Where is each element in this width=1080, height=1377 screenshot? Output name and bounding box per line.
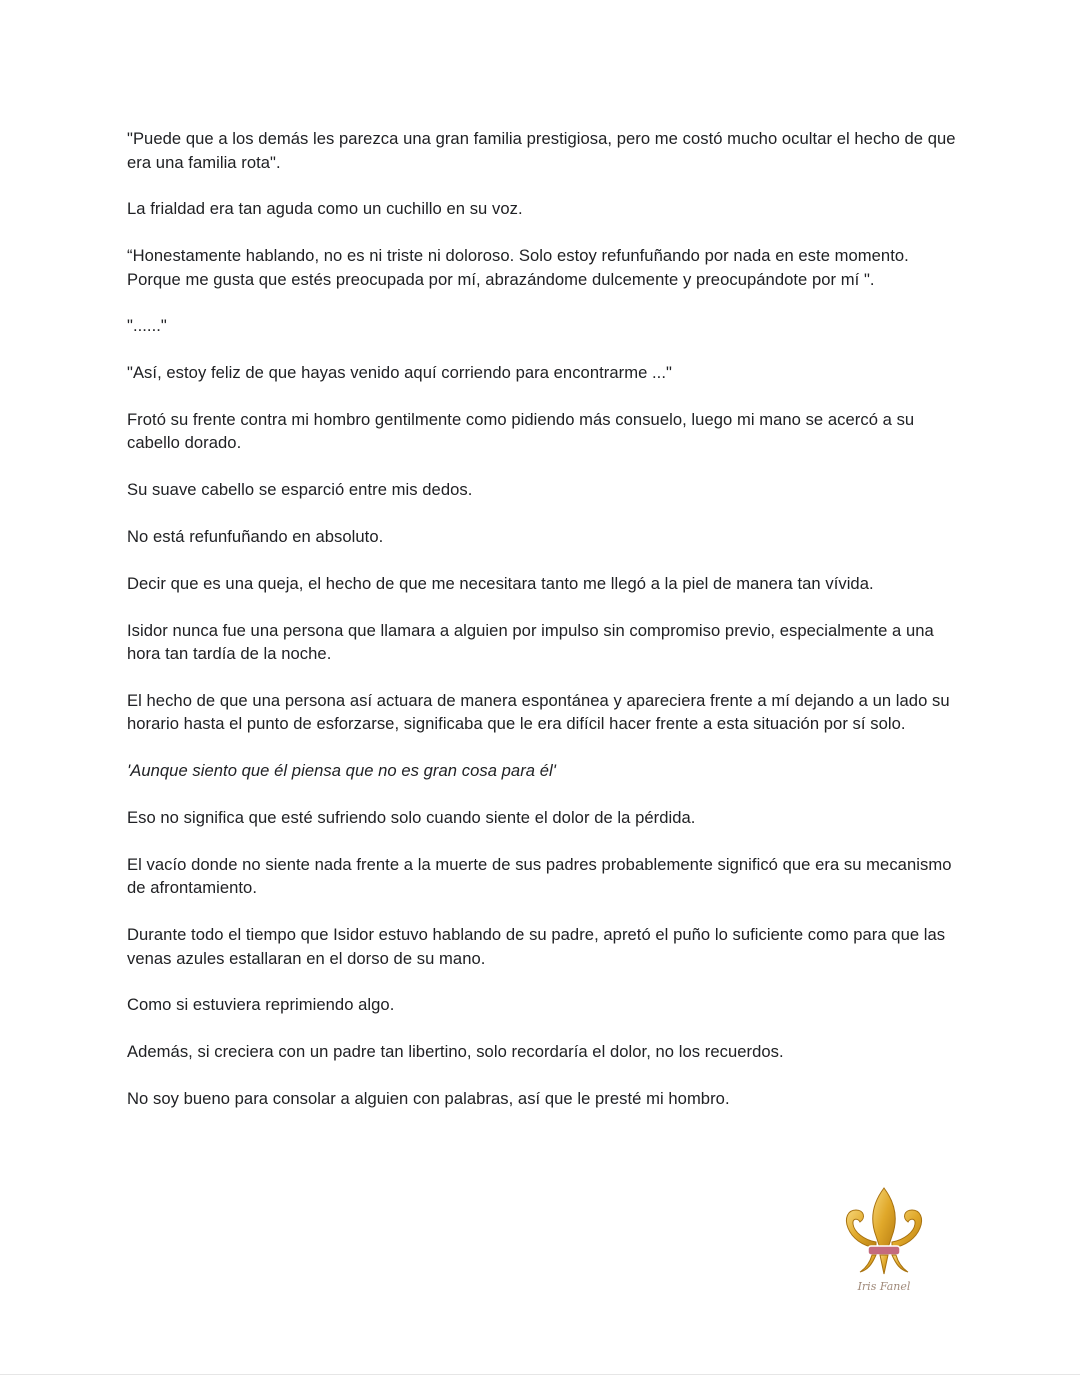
page-divider: [0, 1374, 1080, 1375]
paragraph: No está refunfuñando en absoluto.: [127, 527, 384, 547]
fleur-de-lis-icon: [832, 1184, 936, 1280]
paragraph: "Puede que a los demás les parezca una gran familia prestigiosa, pero me costó mucho ocultar el hecho de que era una familia rota".: [127, 129, 956, 172]
paragraph: Durante todo el tiempo que Isidor estuvo hablando de su padre, apretó el puño lo suficiente como para que las venas azules estallaran en el dorso de su mano.: [127, 925, 946, 968]
paragraph: No soy bueno para consolar a alguien con palabras, así que le presté mi hombro.: [127, 1089, 730, 1109]
paragraph: Su suave cabello se esparció entre mis dedos.: [127, 480, 473, 500]
document-body: [127, 127, 957, 1134]
paragraph: Como si estuviera reprimiendo algo.: [127, 995, 395, 1015]
paragraph: “Honestamente hablando, no es ni triste ni doloroso. Solo estoy refunfuñando por nada en este momento. Porque me gusta que estés preocupada por mí, abrazándome dulcemente y preocupándote por mí ".: [127, 246, 909, 289]
paragraph: "Así, estoy feliz de que hayas venido aquí corriendo para encontrarme ...": [127, 363, 672, 383]
paragraph: La frialdad era tan aguda como un cuchillo en su voz.: [127, 199, 523, 219]
paragraph: El hecho de que una persona así actuara de manera espontánea y apareciera frente a mí dejando a un lado su horario hasta el punto de esforzarse, significaba que le era difícil hacer frente a esta situación por sí solo.: [127, 690, 950, 734]
paragraph: "......": [127, 316, 167, 336]
watermark-logo: [832, 1184, 936, 1302]
paragraph: Además, si creciera con un padre tan libertino, solo recordaría el dolor, no los recuerdos.: [127, 1042, 784, 1062]
watermark-signature: Iris Fanel: [857, 1280, 911, 1293]
paragraph: Isidor nunca fue una persona que llamara a alguien por impulso sin compromiso previo, especialmente a una hora tan tardía de la noche.: [127, 620, 934, 664]
paragraph: Frotó su frente contra mi hombro gentilmente como pidiendo más consuelo, luego mi mano se acercó a su cabello dorado.: [127, 409, 915, 453]
paragraph: Decir que es una queja, el hecho de que me necesitara tanto me llegó a la piel de manera tan vívida.: [127, 573, 874, 593]
paragraph-italic-thought: 'Aunque siento que él piensa que no es gran cosa para él': [127, 761, 556, 781]
paragraph: Eso no significa que esté sufriendo solo cuando siente el dolor de la pérdida.: [127, 808, 696, 828]
paragraph: El vacío donde no siente nada frente a la muerte de sus padres probablemente significó que era su mecanismo de afrontamiento.: [127, 854, 952, 898]
